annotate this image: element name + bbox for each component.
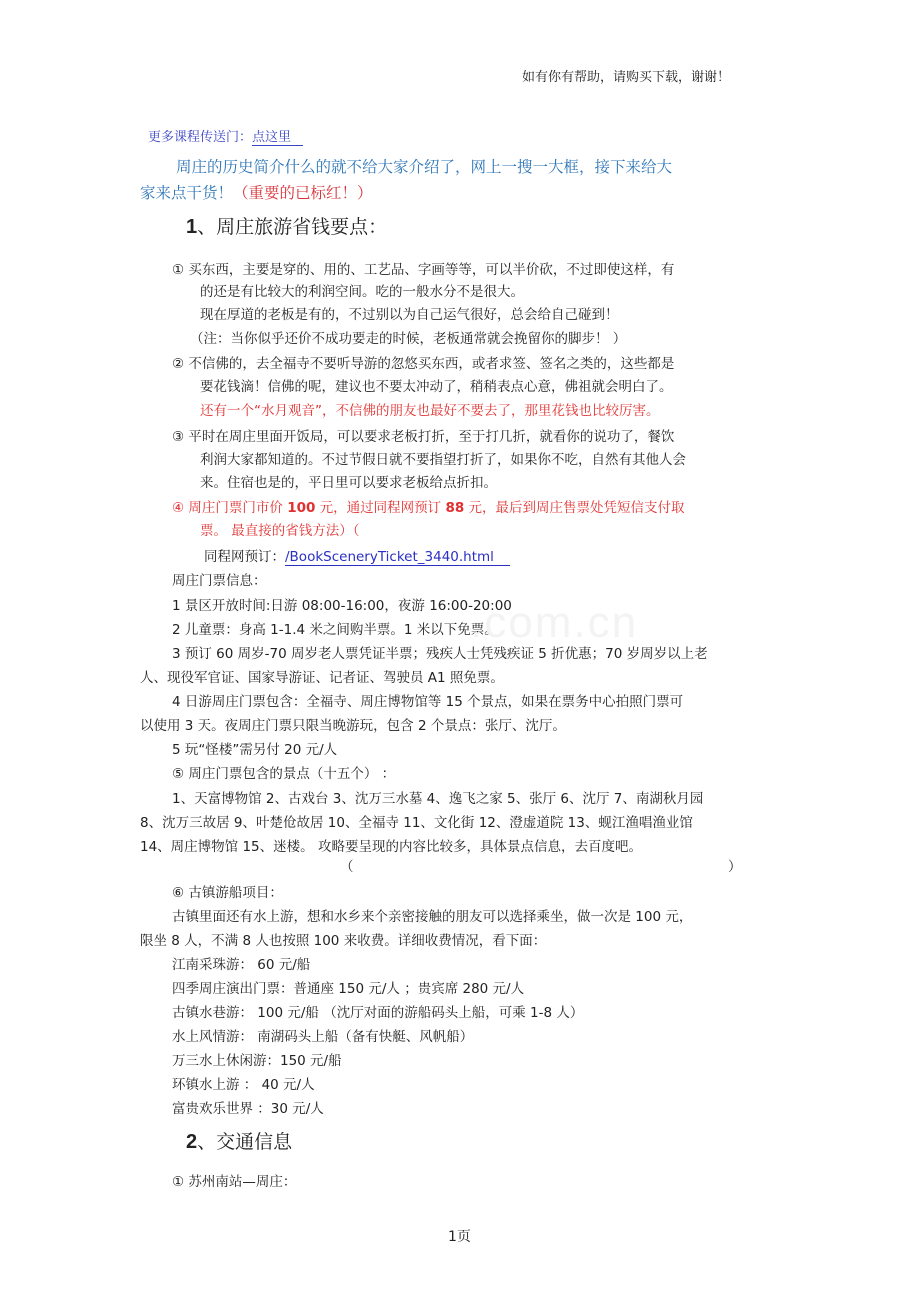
spots-title: ⑤ 周庄门票包含的景点（十五个） ： xyxy=(172,766,396,782)
ticket-info-title: 周庄门票信息： xyxy=(172,573,267,589)
click-here-link[interactable]: 点这里 xyxy=(252,130,303,146)
ticket-info-5: 5 玩“怪楼”需另付 20 元/人 xyxy=(172,742,338,758)
tip-1-line-3: 现在厚道的老板是有的，不过别以为自己运气很好，总会给自己碰到！ xyxy=(200,307,619,323)
ticket-info-4b: 以使用 3 天。夜周庄门票只限当晚游玩，包含 2 个景点：张厅、沈厅。 xyxy=(140,718,566,734)
tip-4-price-online: 88 xyxy=(445,500,465,516)
tip-1-note: （注：当你似乎还价不成功要走的时候，老板通常就会挽留你的脚步！ ） xyxy=(190,331,627,347)
tip-4-text-a: ④ 周庄门票门市价 xyxy=(172,500,288,516)
intro-line-1: 周庄的历史简介什么的就不给大家介绍了，网上一搜一大框，接下来给大 xyxy=(176,158,673,176)
section-2-title: 、交通信息 xyxy=(197,1131,293,1153)
tip-4-text-c: 元，最后到周庄售票处凭短信支付取 xyxy=(464,500,685,516)
boat-item-3: 古镇水巷游： 100 元/船 （沈厅对面的游船码头上船，可乘 1-8 人） xyxy=(172,1005,584,1021)
tip-1-line-2: 的还是有比较大的利润空间。吃的一般水分不是很大。 xyxy=(200,284,524,300)
ticket-info-1: 1 景区开放时间:日游 08:00-16:00，夜游 16:00-20:00 xyxy=(172,598,512,614)
boat-item-4: 水上风情游： 南湖码头上船（备有快艇、风帆船） xyxy=(172,1029,474,1045)
more-courses-label: 更多课程传送门： xyxy=(148,130,253,145)
intro-highlight: （重要的已标红！） xyxy=(233,184,373,202)
boat-item-6: 环镇水上游 ： 40 元/人 xyxy=(172,1077,315,1093)
ticket-info-2: 2 儿童票：身高 1-1.4 米之间购半票。1 米以下免票。 xyxy=(172,622,498,638)
tip-2-line-2: 要花钱滴！信佛的呢，建议也不要太冲动了，稍稍表点心意，佛祖就会明白了。 xyxy=(200,379,673,395)
ticket-info-4a: 4 日游周庄门票包含：全福寺、周庄博物馆等 15 个景点，如果在票务中心拍照门票可 xyxy=(172,694,684,710)
intro-line-2 xyxy=(140,181,373,206)
tip-4-text-b: 元，通过同程网预订 xyxy=(315,500,446,516)
booking-link[interactable]: /BookSceneryTicket_3440.html xyxy=(285,549,510,566)
section-1-number: 1 xyxy=(186,216,198,238)
boat-item-2: 四季周庄演出门票：普通座 150 元/人 ；贵宾席 280 元/人 xyxy=(172,981,525,997)
ticket-info-3b: 人、现役军官证、国家导游证、记者证、驾驶员 A1 照免票。 xyxy=(140,670,504,686)
spots-line-3: 14、周庄博物馆 15、迷楼。 攻略要呈现的内容比较多，具体景点信息，去百度吧。 xyxy=(140,839,642,855)
tip-3-line-3: 来。住宿也是的，平日里可以要求老板给点折扣。 xyxy=(200,475,497,491)
ticket-info-3a: 3 预订 60 周岁-70 周岁老人票凭证半票；残疾人士凭残疾证 5 折优惠；70 岁周岁以上老 xyxy=(172,646,708,662)
boats-desc-2: 限坐 8 人，不满 8 人也按照 100 来收费。详细收费情况，看下面： xyxy=(140,933,547,949)
booking-link-row xyxy=(204,548,510,566)
tip-4-line-2: 票。 最直接的省钱方法）（ xyxy=(200,523,360,539)
transport-1: ① 苏州南站—周庄： xyxy=(172,1174,297,1190)
boats-desc-1: 古镇里面还有水上游，想和水乡来个亲密接触的朋友可以选择乘坐，做一次是 100 元， xyxy=(172,909,693,925)
tip-2-line-3: 还有一个“水月观音”，不信佛的朋友也最好不要去了，那里花钱也比较厉害。 xyxy=(200,403,660,419)
section-1-title: 、周庄旅游省钱要点： xyxy=(197,216,388,238)
spots-line-2: 8、沈万三故居 9、叶楚伧故居 10、全福寺 11、文化街 12、澄虚道院 13、蚬江渔唱渔业馆 xyxy=(140,815,693,831)
section-1-heading xyxy=(186,212,387,239)
tip-1-line-1: ① 买东西，主要是穿的、用的、工艺品、字画等等，可以半价砍，不过即使这样，有 xyxy=(172,262,675,278)
intro-text: 家来点干货！ xyxy=(140,184,234,202)
header-note: 如有你有帮助，请购买下载，谢谢！ xyxy=(521,70,730,85)
watermark: .com.cn xyxy=(470,598,639,647)
tip-3-line-2: 利润大家都知道的。不过节假日就不要指望打折了，如果你不吃，自然有其他人会 xyxy=(200,452,686,468)
section-2-heading xyxy=(186,1127,292,1154)
spots-line-1: 1、天富博物馆 2、古戏台 3、沈万三水墓 4、逸飞之家 5、张厅 6、沈厅 7、南湖秋月园 xyxy=(172,791,704,807)
tip-3-line-1: ③ 平时在周庄里面开饭局，可以要求老板打折，至于打几折，就看你的说功了，餐饮 xyxy=(172,429,675,445)
page-number: 1页 xyxy=(448,1229,471,1245)
boat-item-7: 富贵欢乐世界 ：30 元/人 xyxy=(172,1101,324,1117)
tip-4-price-market: 100 xyxy=(287,500,316,516)
tip-2-line-1: ② 不信佛的，去全福寺不要听导游的忽悠买东西，或者求签、签名之类的，这些都是 xyxy=(172,356,675,372)
paren-close: ） xyxy=(728,859,742,875)
boat-item-5: 万三水上休闲游：150 元/船 xyxy=(172,1053,342,1069)
booking-link-label: 同程网预订： xyxy=(204,549,285,565)
section-2-number: 2 xyxy=(186,1131,198,1153)
more-courses-link[interactable] xyxy=(148,126,303,145)
boat-item-1: 江南采珠游： 60 元/船 xyxy=(172,957,311,973)
paren-open: （ xyxy=(340,859,354,875)
tip-4-line-1 xyxy=(172,499,685,517)
boats-title: ⑥ 古镇游船项目： xyxy=(172,885,283,901)
